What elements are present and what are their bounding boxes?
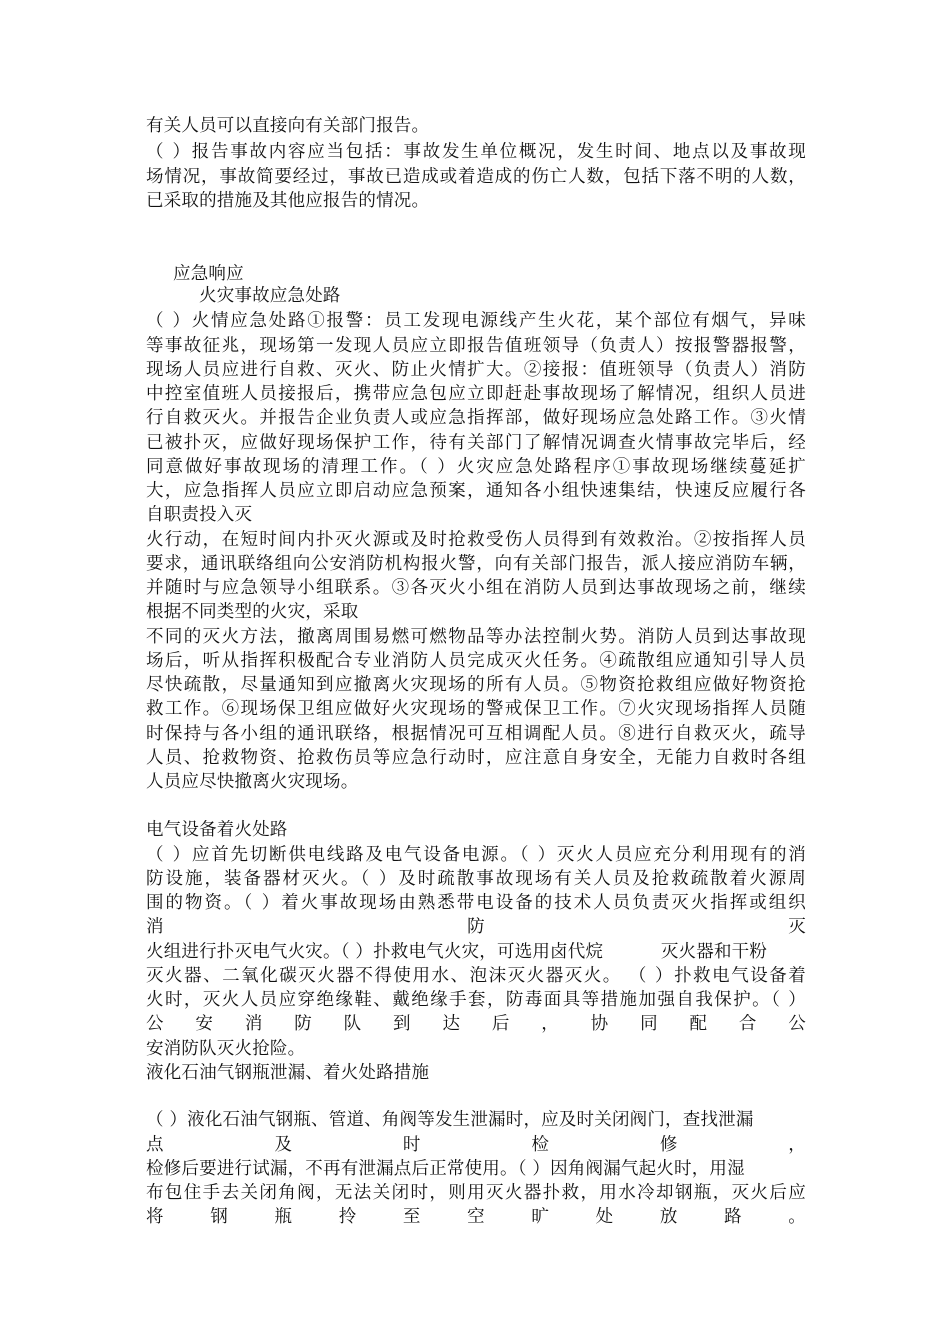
text-line: （ ）应首先切断供电线路及电气设备电源。（ ）灭火人员应充分利用现有的消 — [146, 845, 806, 865]
text-line: 大，应急指挥人员应立即启动应急预案，通知各小组快速集结，快速反应履行各 — [146, 481, 806, 501]
text-line: 要求，通讯联络组向公安消防机构报火警，向有关部门报告，派人接应消防车辆， — [146, 554, 806, 574]
text-line: 时保持与各小组的通讯联络，根据情况可互相调配人员。⑧进行自救灭火，疏导 — [146, 724, 806, 744]
text-line: 现场人员应进行自救、灭火、防止火情扩大。②接报：值班领导（负责人）消防 — [146, 360, 806, 380]
text-line: 人员、抢救物资、抢救伤员等应急行动时，应注意自身安全，无能力自救时各组 — [146, 748, 806, 768]
text-line: 围的物资。（ ）着火事故现场由熟悉带电设备的技术人员负责灭火指挥或组织 — [146, 893, 806, 913]
text-line: 点及时检修， — [146, 1135, 806, 1155]
text-line: 不同的灭火方法，撤离周围易燃可燃物品等办法控制火势。消防人员到达事故现 — [146, 627, 806, 647]
text-line: （ ）火情应急处路①报警：员工发现电源线产生火花，某个部位有烟气，异味 — [146, 311, 806, 331]
section-heading: 电气设备着火处路 — [146, 820, 288, 840]
text-line: （ ）报告事故内容应当包括：事故发生单位概况，发生时间、地点以及事故现 — [146, 142, 806, 162]
text-line: 救工作。⑥现场保卫组应做好火灾现场的警戒保卫工作。⑦火灾现场指挥人员随 — [146, 699, 806, 719]
text-line: 公安消防队到达后，协同配合公 — [146, 1014, 806, 1034]
text-line: 场情况，事故简要经过，事故已造成或着造成的伤亡人数，包括下落不明的人数， — [146, 167, 806, 187]
section-heading: 应急响应 — [173, 264, 244, 284]
text-line: 安消防队灭火抢险。 — [146, 1039, 306, 1059]
text-line: 检修后要进行试漏，不再有泄漏点后正常使用。（ ）因角阀漏气起火时，用湿 — [146, 1159, 745, 1179]
text-line: 已被扑灭，应做好现场保护工作，待有关部门了解情况调查火情事故完毕后，经 — [146, 433, 806, 453]
text-line: 中控室值班人员接报后，携带应急包应立即赶赴事故现场了解情况，组织人员进 — [146, 384, 806, 404]
text-line: 布包住手去关闭角阀，无法关闭时，则用灭火器扑救，用水冷却钢瓶，灭火后应 — [146, 1183, 806, 1203]
text-line: 已采取的措施及其他应报告的情况。 — [146, 191, 430, 211]
text-line: 防设施，装备器材灭火。（ ）及时疏散事故现场有关人员及抢救疏散着火源周 — [146, 869, 806, 889]
text-line: 自职责投入灭 — [146, 505, 253, 525]
subsection-heading: 火灾事故应急处路 — [199, 286, 341, 306]
text-line: 行自救灭火。并报告企业负责人或应急指挥部，做好现场应急处路工作。③火情 — [146, 408, 806, 428]
text-line: 液化石油气钢瓶泄漏、着火处路措施 — [146, 1063, 430, 1083]
text-line: 火组进行扑灭电气火灾。（ ）扑救电气火灾，可选用卤代烷 灭火器和干粉 — [146, 942, 768, 962]
text-line: 并随时与应急领导小组联系。③各灭火小组在消防人员到达事故现场之前，继续 — [146, 578, 806, 598]
text-line: 将钢瓶拎至空旷处放路。 — [146, 1207, 806, 1227]
text-line: 灭火器、二氧化碳灭火器不得使用水、泡沫灭火器灭火。 （ ）扑救电气设备着 — [146, 966, 806, 986]
text-line: 等事故征兆，现场第一发现人员应立即报告值班领导（负责人）按报警器报警， — [146, 336, 806, 356]
text-line: 场后，听从指挥积极配合专业消防人员完成灭火任务。④疏散组应通知引导人员 — [146, 651, 806, 671]
text-line: 尽快疏散，尽量通知到应撤离火灾现场的所有人员。⑤物资抢救组应做好物资抢 — [146, 675, 806, 695]
text-line: 有关人员可以直接向有关部门报告。 — [146, 116, 430, 136]
text-line: 人员应尽快撤离火灾现场。 — [146, 772, 359, 792]
text-line: 同意做好事故现场的清理工作。（ ）火灾应急处路程序①事故现场继续蔓延扩 — [146, 457, 806, 477]
text-line: 火行动，在短时间内扑灭火源或及时抢救受伤人员得到有效救治。②按指挥人员 — [146, 530, 806, 550]
text-line: 火时，灭火人员应穿绝缘鞋、戴绝缘手套，防毒面具等措施加强自我保护。（ ） — [146, 990, 806, 1010]
text-line: 消防灭 — [146, 917, 806, 937]
section-heading: （ ）液化石油气钢瓶、管道、角阀等发生泄漏时，应及时关闭阀门，查找泄漏 — [146, 1110, 754, 1130]
text-line: 根据不同类型的火灾，采取 — [146, 602, 359, 622]
